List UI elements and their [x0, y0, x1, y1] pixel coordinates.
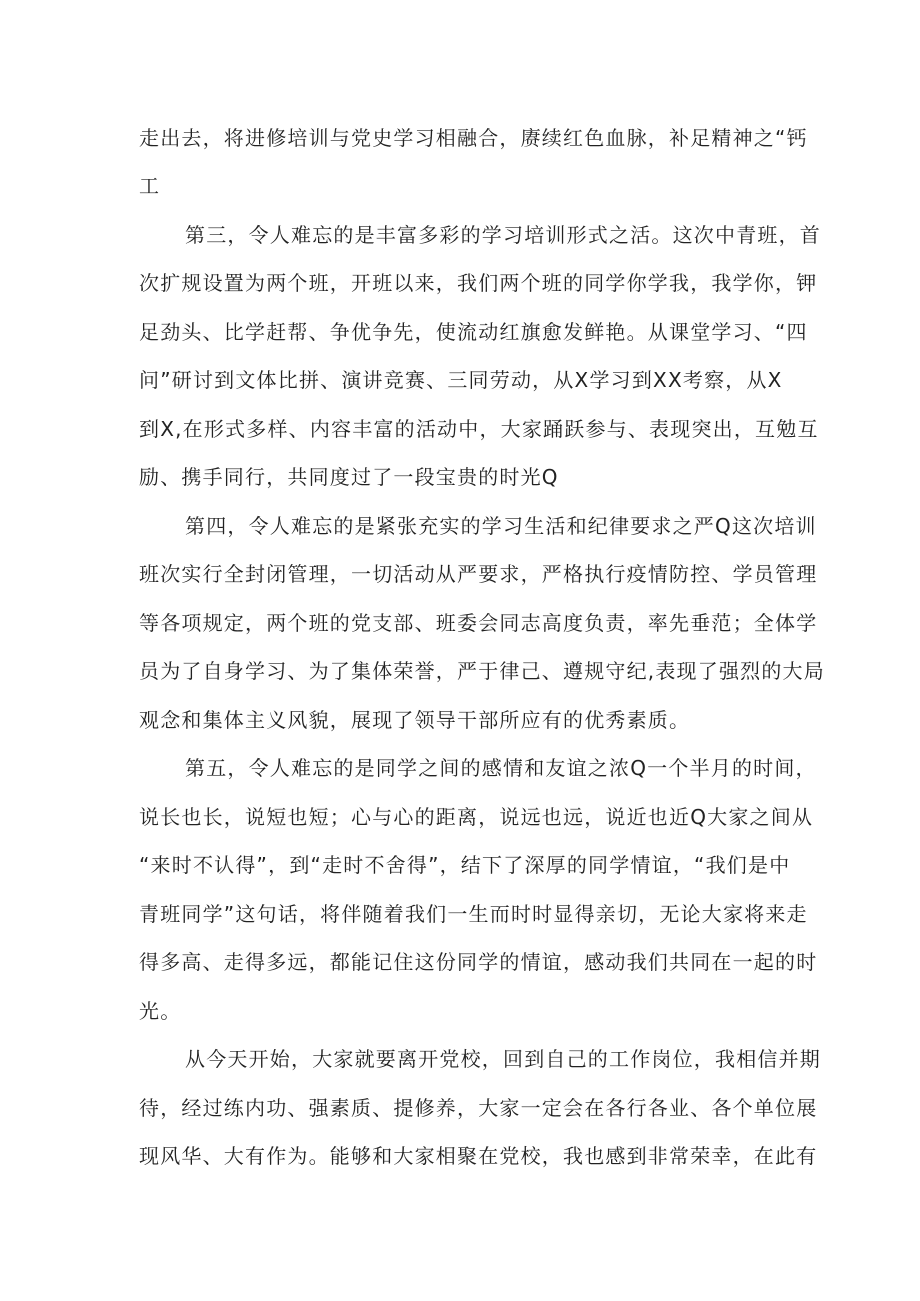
text-line: 工 [139, 174, 161, 198]
text-line: 问”研讨到文体比拼、演讲竞赛、三同劳动，从X学习到XX考察，从X [139, 368, 783, 392]
text-line: 次扩规设置为两个班，开班以来，我们两个班的同学你学我，我学你，钾 [139, 271, 818, 295]
text-line: 走出去，将进修培训与党史学习相融合，赓续红色血脉，补足精神之“钙 [139, 126, 808, 150]
text-line: 得多高、走得多远，都能记住这份同学的情谊，感动我们共同在一起的时 [139, 950, 818, 974]
text-line: “来时不认得”，到“走时不舍得”，结下了深厚的同学情谊，“我们是中 [139, 853, 791, 877]
paragraph-start-line: 第四，令人难忘的是紧张充实的学习生活和纪律要求之严Q这次培训 [185, 514, 817, 538]
text-line: 说长也长，说短也短；心与心的距离，说远也远，说近也近Q大家之间从 [139, 805, 814, 829]
text-line: 班次实行全封闭管理，一切活动从严要求，严格执行疫情防控、学员管理 [139, 562, 818, 586]
text-line: 员为了自身学习、为了集体荣誉，严于律己、遵规守纪,表现了强烈的大局 [139, 659, 825, 683]
text-line: 待，经过练内功、强素质、提修养，大家一定会在各行各业、各个单位展 [139, 1096, 818, 1120]
text-line: 足劲头、比学赶帮、争优争先，使流动红旗愈发鲜艳。从课堂学习、“四 [139, 320, 808, 344]
text-line: 现风华、大有作为。能够和大家相聚在党校，我也感到非常荣幸，在此有 [139, 1144, 818, 1168]
text-line: 光。 [139, 999, 182, 1023]
paragraph-start-line: 从今天开始，大家就要离开党校，回到自己的工作岗位，我相信并期 [185, 1047, 821, 1071]
text-line: 励、携手同行，共同度过了一段宝贵的时光Q [139, 465, 559, 489]
text-line: 到X,在形式多样、内容丰富的活动中，大家踊跃参与、表现突出，互勉互 [139, 417, 819, 441]
text-line: 等各项规定，两个班的党支部、班委会同志高度负责，率先垂范；全体学 [139, 611, 818, 635]
text-line: 观念和集体主义风貌，展现了领导干部所应有的优秀素质。 [139, 708, 691, 732]
paragraph-start-line: 第三，令人难忘的是丰富多彩的学习培训形式之活。这次中青班，首 [185, 223, 821, 247]
paragraph-start-line: 第五，令人难忘的是同学之间的感情和友谊之浓Q一个半月的时间， [185, 756, 817, 780]
text-line: 青班同学”这句话，将伴随着我们一生而时时显得亲切，无论大家将来走 [139, 902, 808, 926]
